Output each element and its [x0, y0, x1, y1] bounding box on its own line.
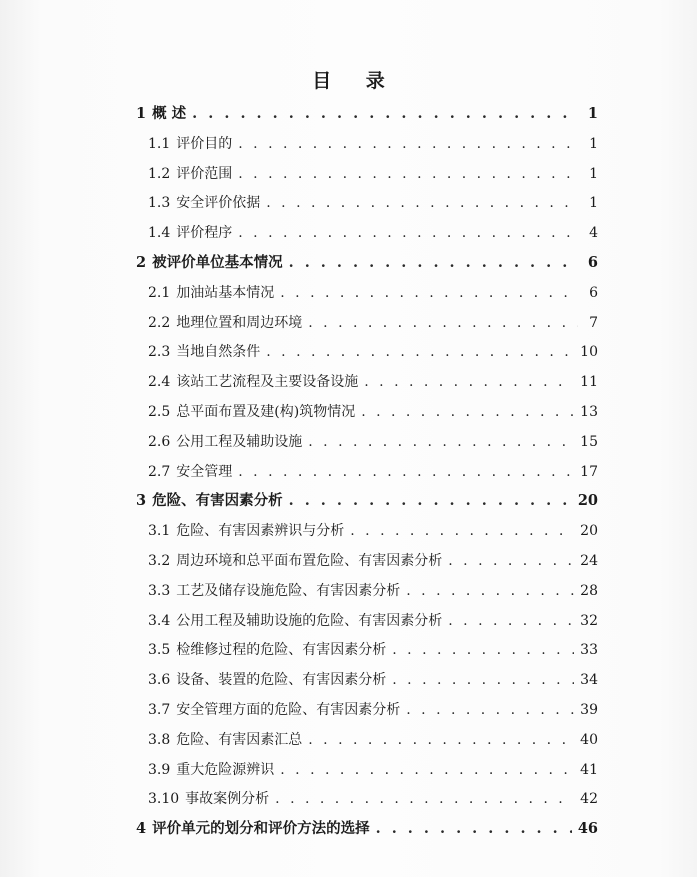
- toc-entry-number: 3.8: [148, 731, 171, 748]
- toc-section-entry: [148, 189, 598, 217]
- toc-entry-page-number: 1: [589, 135, 598, 152]
- toc-leader-dots: [350, 517, 574, 545]
- toc-entry-number: 1.1: [148, 135, 171, 152]
- toc-entry-page-number: 46: [577, 820, 598, 838]
- toc-leader-dots: [289, 487, 572, 515]
- toc-entry-page-number: 6: [587, 254, 598, 271]
- toc-entry-text: 危险、有害因素汇总: [176, 731, 303, 748]
- toc-entry-page-number: 41: [580, 761, 598, 778]
- toc-entry-text: 设备、装置的危险、有害因素分析: [176, 672, 387, 689]
- toc-entry-text: 危险、有害因素辨识与分析: [176, 523, 345, 540]
- toc-entry-number: 3.9: [148, 761, 171, 778]
- toc-leader-dots: [289, 249, 578, 277]
- toc-entry-text: 被评价单位基本情况: [152, 254, 283, 271]
- toc-entry-text: 工艺及储存设施危险、有害因素分析: [176, 582, 401, 599]
- toc-entry-number: 1.4: [148, 225, 171, 242]
- toc-entry-page-number: 24: [580, 553, 598, 569]
- toc-leader-dots: [192, 100, 578, 128]
- toc-entry-page-number: 20: [580, 523, 598, 540]
- toc-leader-dots: [266, 338, 574, 366]
- toc-leader-dots: [308, 428, 574, 456]
- toc-entry-text: 安全管理方面的危险、有害因素分析: [176, 702, 401, 718]
- toc-leader-dots: [406, 696, 574, 724]
- toc-section-entry: [148, 368, 598, 396]
- toc-section-entry: [148, 785, 598, 813]
- toc-leader-dots: [280, 279, 578, 307]
- toc-chapter-entry: [136, 487, 598, 515]
- toc-entry-number: 3.4: [148, 612, 171, 629]
- toc-entry-page-number: 32: [580, 612, 598, 629]
- toc-entry-text: 重大危险源辨识: [176, 761, 275, 778]
- toc-entry-page-number: 1: [589, 195, 598, 212]
- toc-entry-number: 1.2: [148, 165, 171, 182]
- toc-entry-text: 评价范围: [176, 165, 233, 182]
- toc-section-entry: [148, 428, 598, 456]
- toc-section-entry: [148, 279, 598, 307]
- toc-entry-text: 安全管理: [176, 463, 233, 480]
- toc-entry-page-number: 1: [589, 165, 598, 182]
- toc-entry-number: 2.3: [148, 344, 171, 361]
- toc-entry-page-number: 40: [580, 731, 598, 748]
- toc-section-entry: [148, 458, 598, 486]
- toc-chapter-entry: [136, 815, 598, 843]
- toc-entry-text: 评价目的: [176, 135, 233, 152]
- toc-entry-number: 2.1: [148, 284, 171, 301]
- toc-entry-text: 安全评价依据: [176, 195, 261, 212]
- toc-leader-dots: [280, 756, 574, 784]
- toc-leader-dots: [392, 666, 574, 694]
- toc-entry-text: 评价单元的划分和评价方法的选择: [152, 820, 370, 838]
- toc-entry-text: 加油站基本情况: [176, 284, 275, 301]
- toc-entry-text: 该站工艺流程及主要设备设施: [176, 374, 359, 391]
- toc-section-entry: [148, 696, 598, 724]
- toc-entry-number: 1.3: [148, 195, 171, 212]
- toc-chapter-entry: [136, 100, 598, 128]
- toc-entry-page-number: 10: [580, 344, 598, 361]
- toc-section-entry: [148, 726, 598, 754]
- toc-leader-dots: [238, 458, 574, 486]
- toc-entry-page-number: 7: [589, 314, 598, 331]
- toc-entry-text: 地理位置和周边环境: [176, 314, 303, 331]
- toc-entry-page-number: 4: [589, 225, 598, 242]
- toc-section-entry: [148, 338, 598, 366]
- toc-leader-dots: [308, 726, 574, 754]
- toc-entry-number: 2.5: [148, 404, 171, 420]
- toc-entry-page-number: 39: [580, 702, 598, 718]
- toc-entry-page-number: 33: [580, 642, 598, 659]
- toc-entry-number: 3.3: [148, 582, 171, 599]
- toc-leader-dots: [448, 547, 574, 575]
- toc-leader-dots: [364, 368, 574, 396]
- toc-entry-number: 2.7: [148, 463, 171, 480]
- toc-section-entry: [148, 636, 598, 664]
- toc-entry-text: 公用工程及辅助设施: [176, 433, 303, 450]
- toc-leader-dots: [238, 219, 578, 247]
- toc-leader-dots: [266, 189, 578, 217]
- toc-entry-number: 3.1: [148, 523, 171, 540]
- toc-entry-text: 公用工程及辅助设施的危险、有害因素分析: [176, 612, 443, 629]
- toc-leader-dots: [406, 577, 574, 605]
- toc-leader-dots: [448, 607, 574, 635]
- toc-section-entry: [148, 219, 598, 247]
- toc-section-entry: [148, 130, 598, 158]
- toc-entry-page-number: 15: [580, 433, 598, 450]
- toc-leader-dots: [392, 636, 574, 664]
- toc-entry-number: 3.10: [148, 791, 180, 808]
- toc-entry-text: 危险、有害因素分析: [152, 492, 283, 510]
- toc-entry-text: 检维修过程的危险、有害因素分析: [176, 642, 387, 659]
- toc-entry-text: 事故案例分析: [185, 791, 270, 808]
- toc-leader-dots: [376, 815, 572, 843]
- toc-leader-dots: [238, 130, 578, 158]
- toc-entry-number: 2.2: [148, 314, 171, 331]
- toc-entry-page-number: 1: [587, 105, 598, 122]
- toc-section-entry: [148, 398, 598, 426]
- toc-entry-number: 3.2: [148, 553, 171, 569]
- toc-entry-text: 当地自然条件: [176, 344, 261, 361]
- toc-entry-text: 评价程序: [176, 225, 233, 242]
- toc-entry-page-number: 42: [580, 791, 598, 808]
- toc-entry-text: 总平面布置及建(构)筑物情况: [176, 404, 356, 420]
- toc-section-entry: [148, 517, 598, 545]
- toc-entry-number: 3.7: [148, 702, 171, 718]
- toc-entry-page-number: 34: [580, 672, 598, 689]
- toc-leader-dots: [275, 785, 574, 813]
- toc-leader-dots: [361, 398, 574, 426]
- toc-entry-page-number: 6: [589, 284, 598, 301]
- toc-entry-number: 1: [136, 105, 147, 122]
- toc-entry-number: 2.6: [148, 433, 171, 450]
- toc-leader-dots: [308, 309, 578, 337]
- toc-entry-number: 4: [136, 820, 147, 838]
- toc-section-entry: [148, 666, 598, 694]
- toc-leader-dots: [238, 160, 578, 188]
- toc-section-entry: [148, 607, 598, 635]
- toc-entry-number: 3.6: [148, 672, 171, 689]
- toc-section-entry: [148, 309, 598, 337]
- toc-entry-number: 3.5: [148, 642, 171, 659]
- toc-entry-page-number: 13: [580, 404, 598, 420]
- toc-entry-page-number: 28: [580, 582, 598, 599]
- toc-section-entry: [148, 577, 598, 605]
- toc-entry-number: 2: [136, 254, 147, 271]
- toc-chapter-entry: [136, 249, 598, 277]
- toc-section-entry: [148, 756, 598, 784]
- toc-section-entry: [148, 547, 598, 575]
- toc-entry-number: 3: [136, 492, 147, 510]
- toc-entry-text: 概 述: [152, 105, 187, 122]
- toc-entry-text: 周边环境和总平面布置危险、有害因素分析: [176, 553, 443, 569]
- toc-entry-page-number: 20: [577, 492, 598, 510]
- toc-section-entry: [148, 160, 598, 188]
- toc-entry-page-number: 17: [580, 463, 598, 480]
- toc-title: 目 录: [312, 70, 399, 92]
- toc-entry-page-number: 11: [580, 374, 598, 391]
- toc-entry-number: 2.4: [148, 374, 171, 391]
